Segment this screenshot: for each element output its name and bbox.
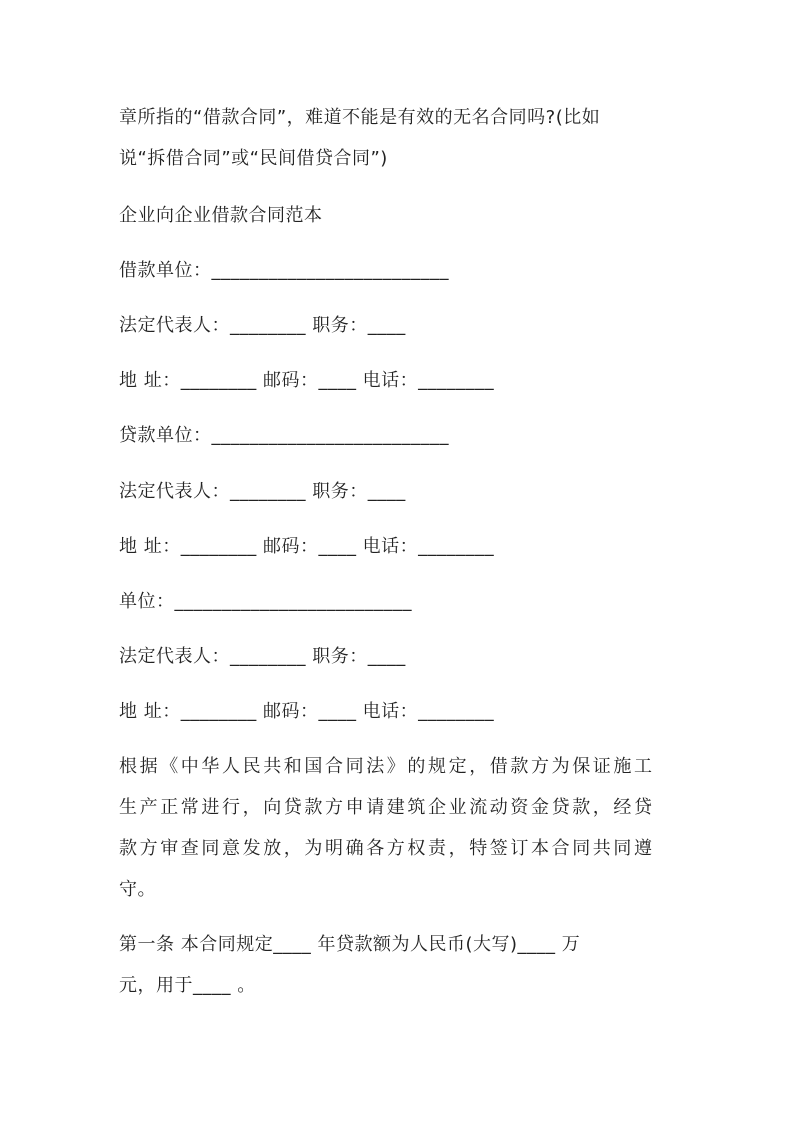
third-legal-rep-field: 法定代表人：________ 职务：____ <box>119 646 406 667</box>
paragraph-line-1: 根据《中华人民共和国合同法》的规定，借款方为保证施工 <box>119 756 655 777</box>
section-title: 企业向企业借款合同范本 <box>119 205 323 226</box>
text-line-1: 章所指的“借款合同”，难道不能是有效的无名合同吗?(比如 <box>119 107 601 128</box>
text-line-2: 说“拆借合同”或“民间借贷合同”) <box>119 148 388 169</box>
borrower-unit-field: 借款单位：_________________________ <box>119 260 449 281</box>
paragraph-line-3: 款方审查同意发放，为明确各方权责，特签订本合同共同遵 <box>119 838 655 859</box>
lender-address-field: 地 址：________ 邮码：____ 电话：________ <box>119 536 495 557</box>
article-one-line-1: 第一条 本合同规定____ 年贷款额为人民币(大写)____ 万 <box>119 934 581 955</box>
third-address-field: 地 址：________ 邮码：____ 电话：________ <box>119 701 495 722</box>
borrower-legal-rep-field: 法定代表人：________ 职务：____ <box>119 315 406 336</box>
paragraph-line-2: 生产正常进行，向贷款方申请建筑企业流动资金贷款，经贷 <box>119 797 655 818</box>
article-one-line-2: 元，用于____ 。 <box>119 975 256 996</box>
third-unit-field: 单位：_________________________ <box>119 591 412 612</box>
paragraph-line-4: 守。 <box>119 879 156 900</box>
lender-legal-rep-field: 法定代表人：________ 职务：____ <box>119 481 406 502</box>
lender-unit-field: 贷款单位：_________________________ <box>119 425 449 446</box>
borrower-address-field: 地 址：________ 邮码：____ 电话：________ <box>119 370 495 391</box>
